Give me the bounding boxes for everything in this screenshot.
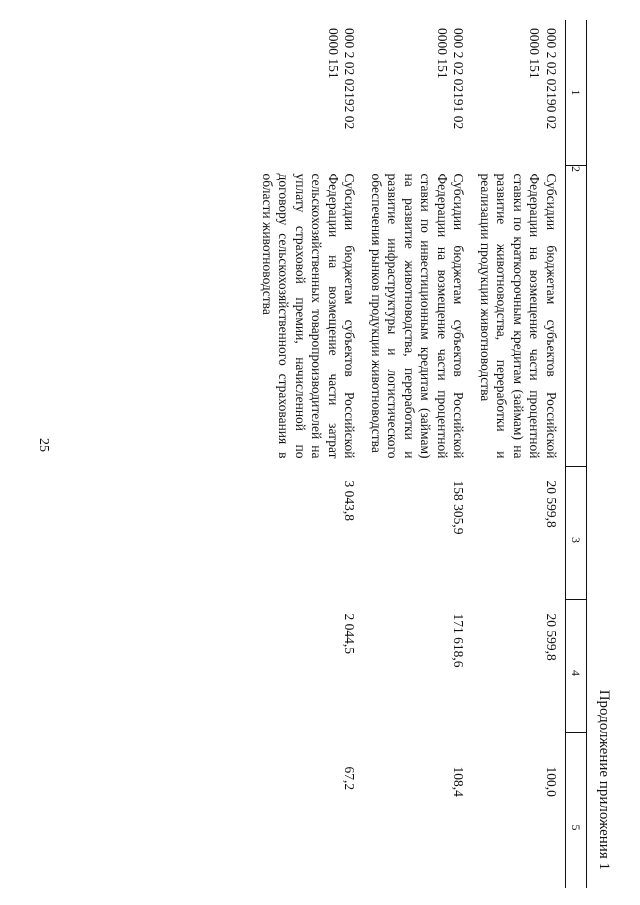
item-name-cell: Субсидии бюджетам субъектов Российской Федерации на возмещение части процентной ставки по инвестиционным кредитам (займам) на развитие животноводства, переработки и развитие инфраструктуры и логистического обеспечения рынков продукции животноводства [369, 173, 467, 459]
column-header-3: 3 [566, 467, 587, 600]
page-number: 25 [36, 438, 51, 452]
table-row [255, 20, 364, 888]
budget-code-cell: 000 2 02 02190 02 0000 151 [527, 28, 559, 130]
table-row [364, 20, 473, 888]
appendix-table [255, 20, 588, 888]
column-header-2: 2 [566, 166, 587, 467]
table-row [473, 20, 566, 888]
percent-cell: 67,2 [342, 766, 358, 791]
item-name-cell: Субсидии бюджетам субъектов Российской Федерации на возмещение части процентной ставки по краткосрочным кредитам (займам) на развитие животноводства, переработки и реализации продукции животноводства [478, 173, 559, 459]
percent-cell: 108,4 [451, 766, 467, 797]
column-header-1: 1 [566, 20, 587, 166]
amount-col3-cell: 158 305,9 [451, 480, 467, 535]
budget-code-cell: 000 2 02 02192 02 0000 151 [326, 28, 358, 130]
column-header-5: 5 [566, 733, 587, 889]
amount-col3-cell: 20 599,8 [544, 480, 559, 528]
rotated-page-content [75, 20, 615, 870]
amount-col4-cell: 171 618,6 [451, 613, 467, 668]
amount-col3-cell: 3 043,8 [342, 480, 358, 521]
amount-col4-cell: 2 044,5 [342, 613, 358, 654]
amount-col4-cell: 20 599,8 [544, 613, 559, 661]
table-header-row [566, 20, 587, 888]
column-header-4: 4 [566, 600, 587, 733]
item-name-cell: Субсидии бюджетам субъектов Российской Федерации на возмещение части затрат сельскохозяйственных товаропроизводителей на уплату страховой премии, начисленной по договору сельскохозяйственного страхования в области животноводства [260, 173, 358, 459]
appendix-continuation-caption: Продолжение приложения 1 [596, 689, 612, 870]
percent-cell: 100,0 [544, 766, 559, 797]
budget-code-cell: 000 2 02 02191 02 0000 151 [435, 28, 467, 130]
